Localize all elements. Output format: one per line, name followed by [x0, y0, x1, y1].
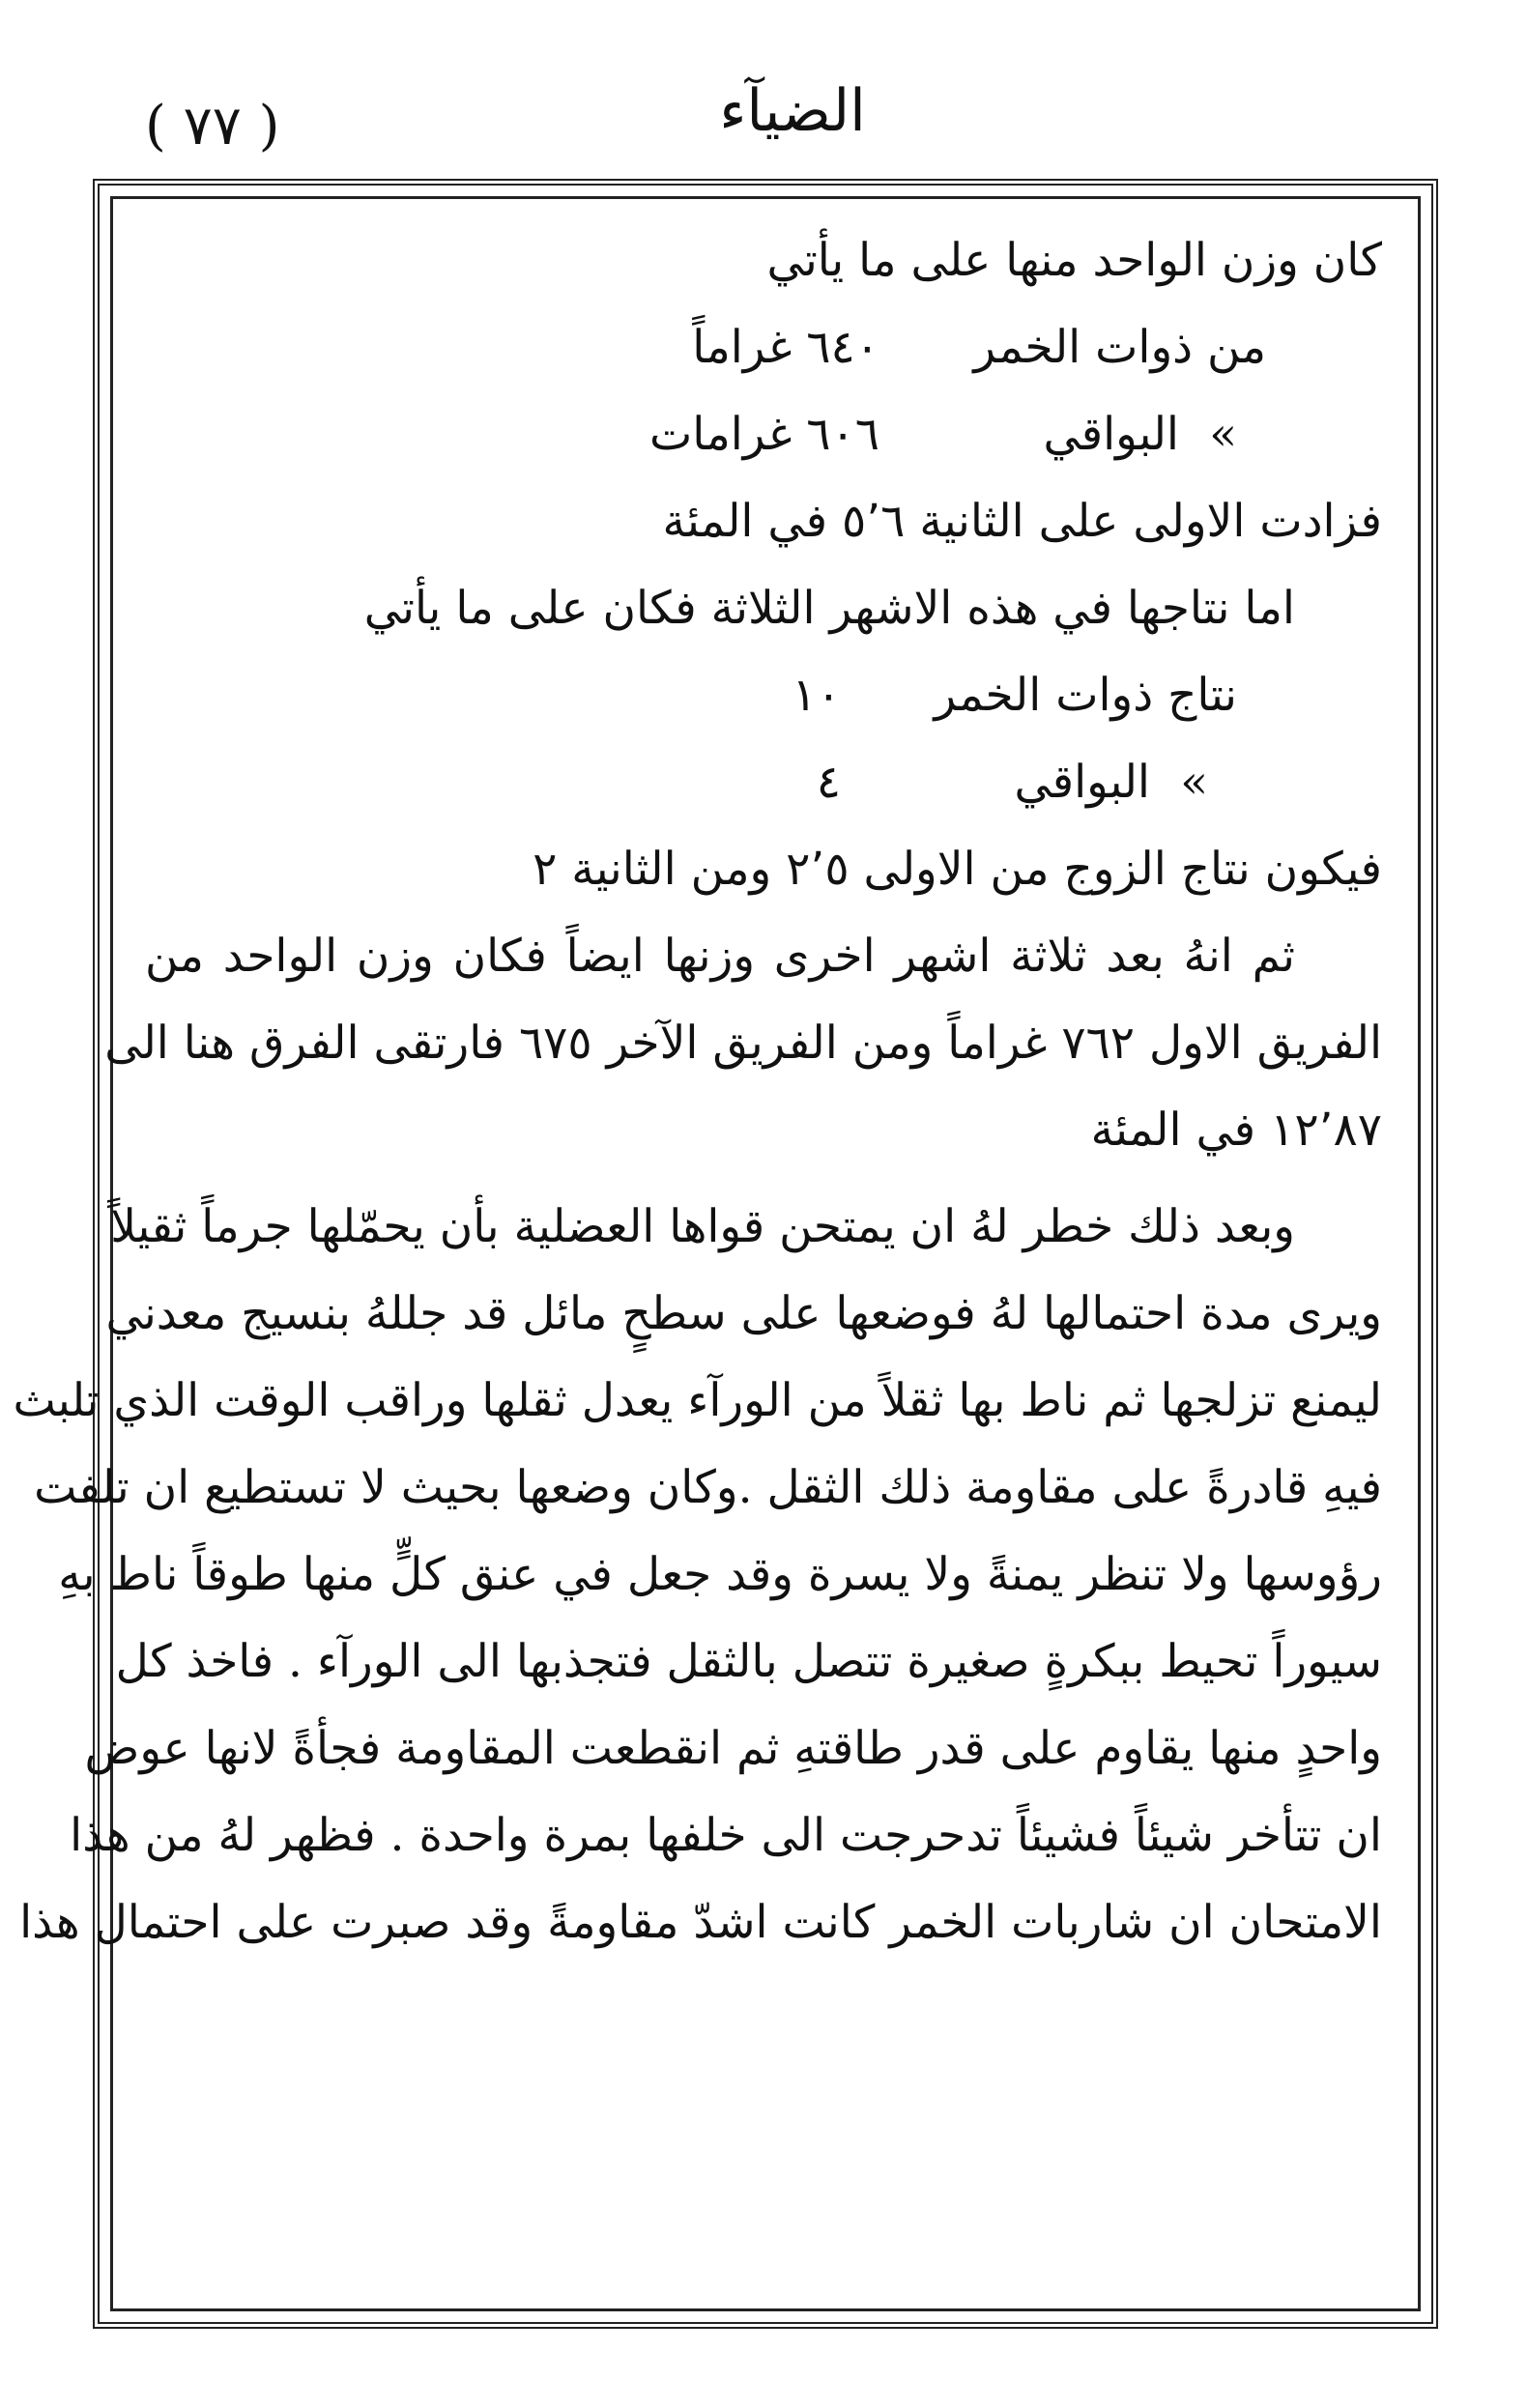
- paragraph-line: ١٢٬٨٧ في المئة: [1090, 1104, 1382, 1157]
- paragraph-line: ويرى مدة احتمالها لهُ فوضعها على سطحٍ مائل قد جللهُ بنسيج معدني: [105, 1287, 1382, 1340]
- paragraph-line: الفريق الاول ٧٦٢ غراماً ومن الفريق الآخر ٦٧٥ فارتقى الفرق هنا الى: [104, 1017, 1382, 1070]
- paragraph-line: ثم انهُ بعد ثلاثة اشهر اخرى وزنها ايضاً فكان وزن الواحد من: [145, 930, 1295, 983]
- weights-row-label: من ذوات الخمر: [973, 321, 1266, 374]
- paragraph-line: الامتحان ان شاربات الخمر كانت اشدّ مقاومةً وقد صبرت على احتمال هذا: [19, 1896, 1382, 1949]
- offspring-row-value: ٤: [816, 756, 841, 809]
- weights-row: [145, 396, 1382, 473]
- paragraph-line: وبعد ذلك خطر لهُ ان يمتحن قواها العضلية بأن يحمّلها جرماً ثقيلاً: [110, 1200, 1295, 1253]
- paragraph-line: سيوراً تحيط ببكرةٍ صغيرة تتصل بالثقل فتجذبها الى الورآء . فاخذ كل: [115, 1635, 1382, 1688]
- weights-row-label: البواقي: [1043, 408, 1179, 461]
- weights-row: [145, 309, 1382, 387]
- paragraph-line: ان تتأخر شيئاً فشيئاً تدحرجت الى خلفها بمرة واحدة . فظهر لهُ من هذا: [70, 1809, 1382, 1862]
- running-title: الضيآء: [719, 77, 866, 145]
- ditto-mark: »: [1180, 756, 1208, 809]
- page-number: ( ٧٧ ): [145, 95, 280, 158]
- ditto-mark: »: [1209, 408, 1237, 461]
- weights-row-value: ٦٤٠ غراماً: [692, 321, 879, 374]
- offspring-row-value: ١٠: [792, 669, 841, 722]
- offspring-row: [145, 744, 1382, 821]
- paragraph-line: فيهِ قادرةً على مقاومة ذلك الثقل .وكان وضعها بحيث لا تستطيع ان تلفت: [34, 1461, 1382, 1514]
- pair-line: فيكون نتاج الزوج من الاولى ٢٬٥ ومن الثانية ٢: [533, 843, 1382, 896]
- offspring-intro: اما نتاجها في هذه الاشهر الثلاثة فكان على ما يأتي: [363, 582, 1295, 635]
- page-body: [13, 222, 1382, 2280]
- paragraph-line: ليمنع تزلجها ثم ناط بها ثقلاً من الورآء يعدل ثقلها وراقب الوقت الذي تلبث: [13, 1374, 1382, 1427]
- page-header: [0, 0, 1527, 164]
- weights-row-value: ٦٠٦ غرامات: [649, 408, 879, 461]
- intro-line: كان وزن الواحد منها على ما يأتي: [766, 234, 1382, 287]
- offspring-row-label: البواقي: [1014, 756, 1150, 809]
- offspring-row: [145, 657, 1382, 734]
- paragraph-line: رؤوسها ولا تنظر يمنةً ولا يسرة وقد جعل في عنق كلٍّ منها طوقاً ناط بهِ: [58, 1548, 1382, 1601]
- offspring-row-label: نتاج ذوات الخمر: [934, 669, 1237, 722]
- increase-line: فزادت الاولى على الثانية ٥٬٦ في المئة: [662, 495, 1382, 548]
- paragraph-line: واحدٍ منها يقاوم على قدر طاقتهِ ثم انقطعت المقاومة فجأةً لانها عوض: [84, 1722, 1382, 1775]
